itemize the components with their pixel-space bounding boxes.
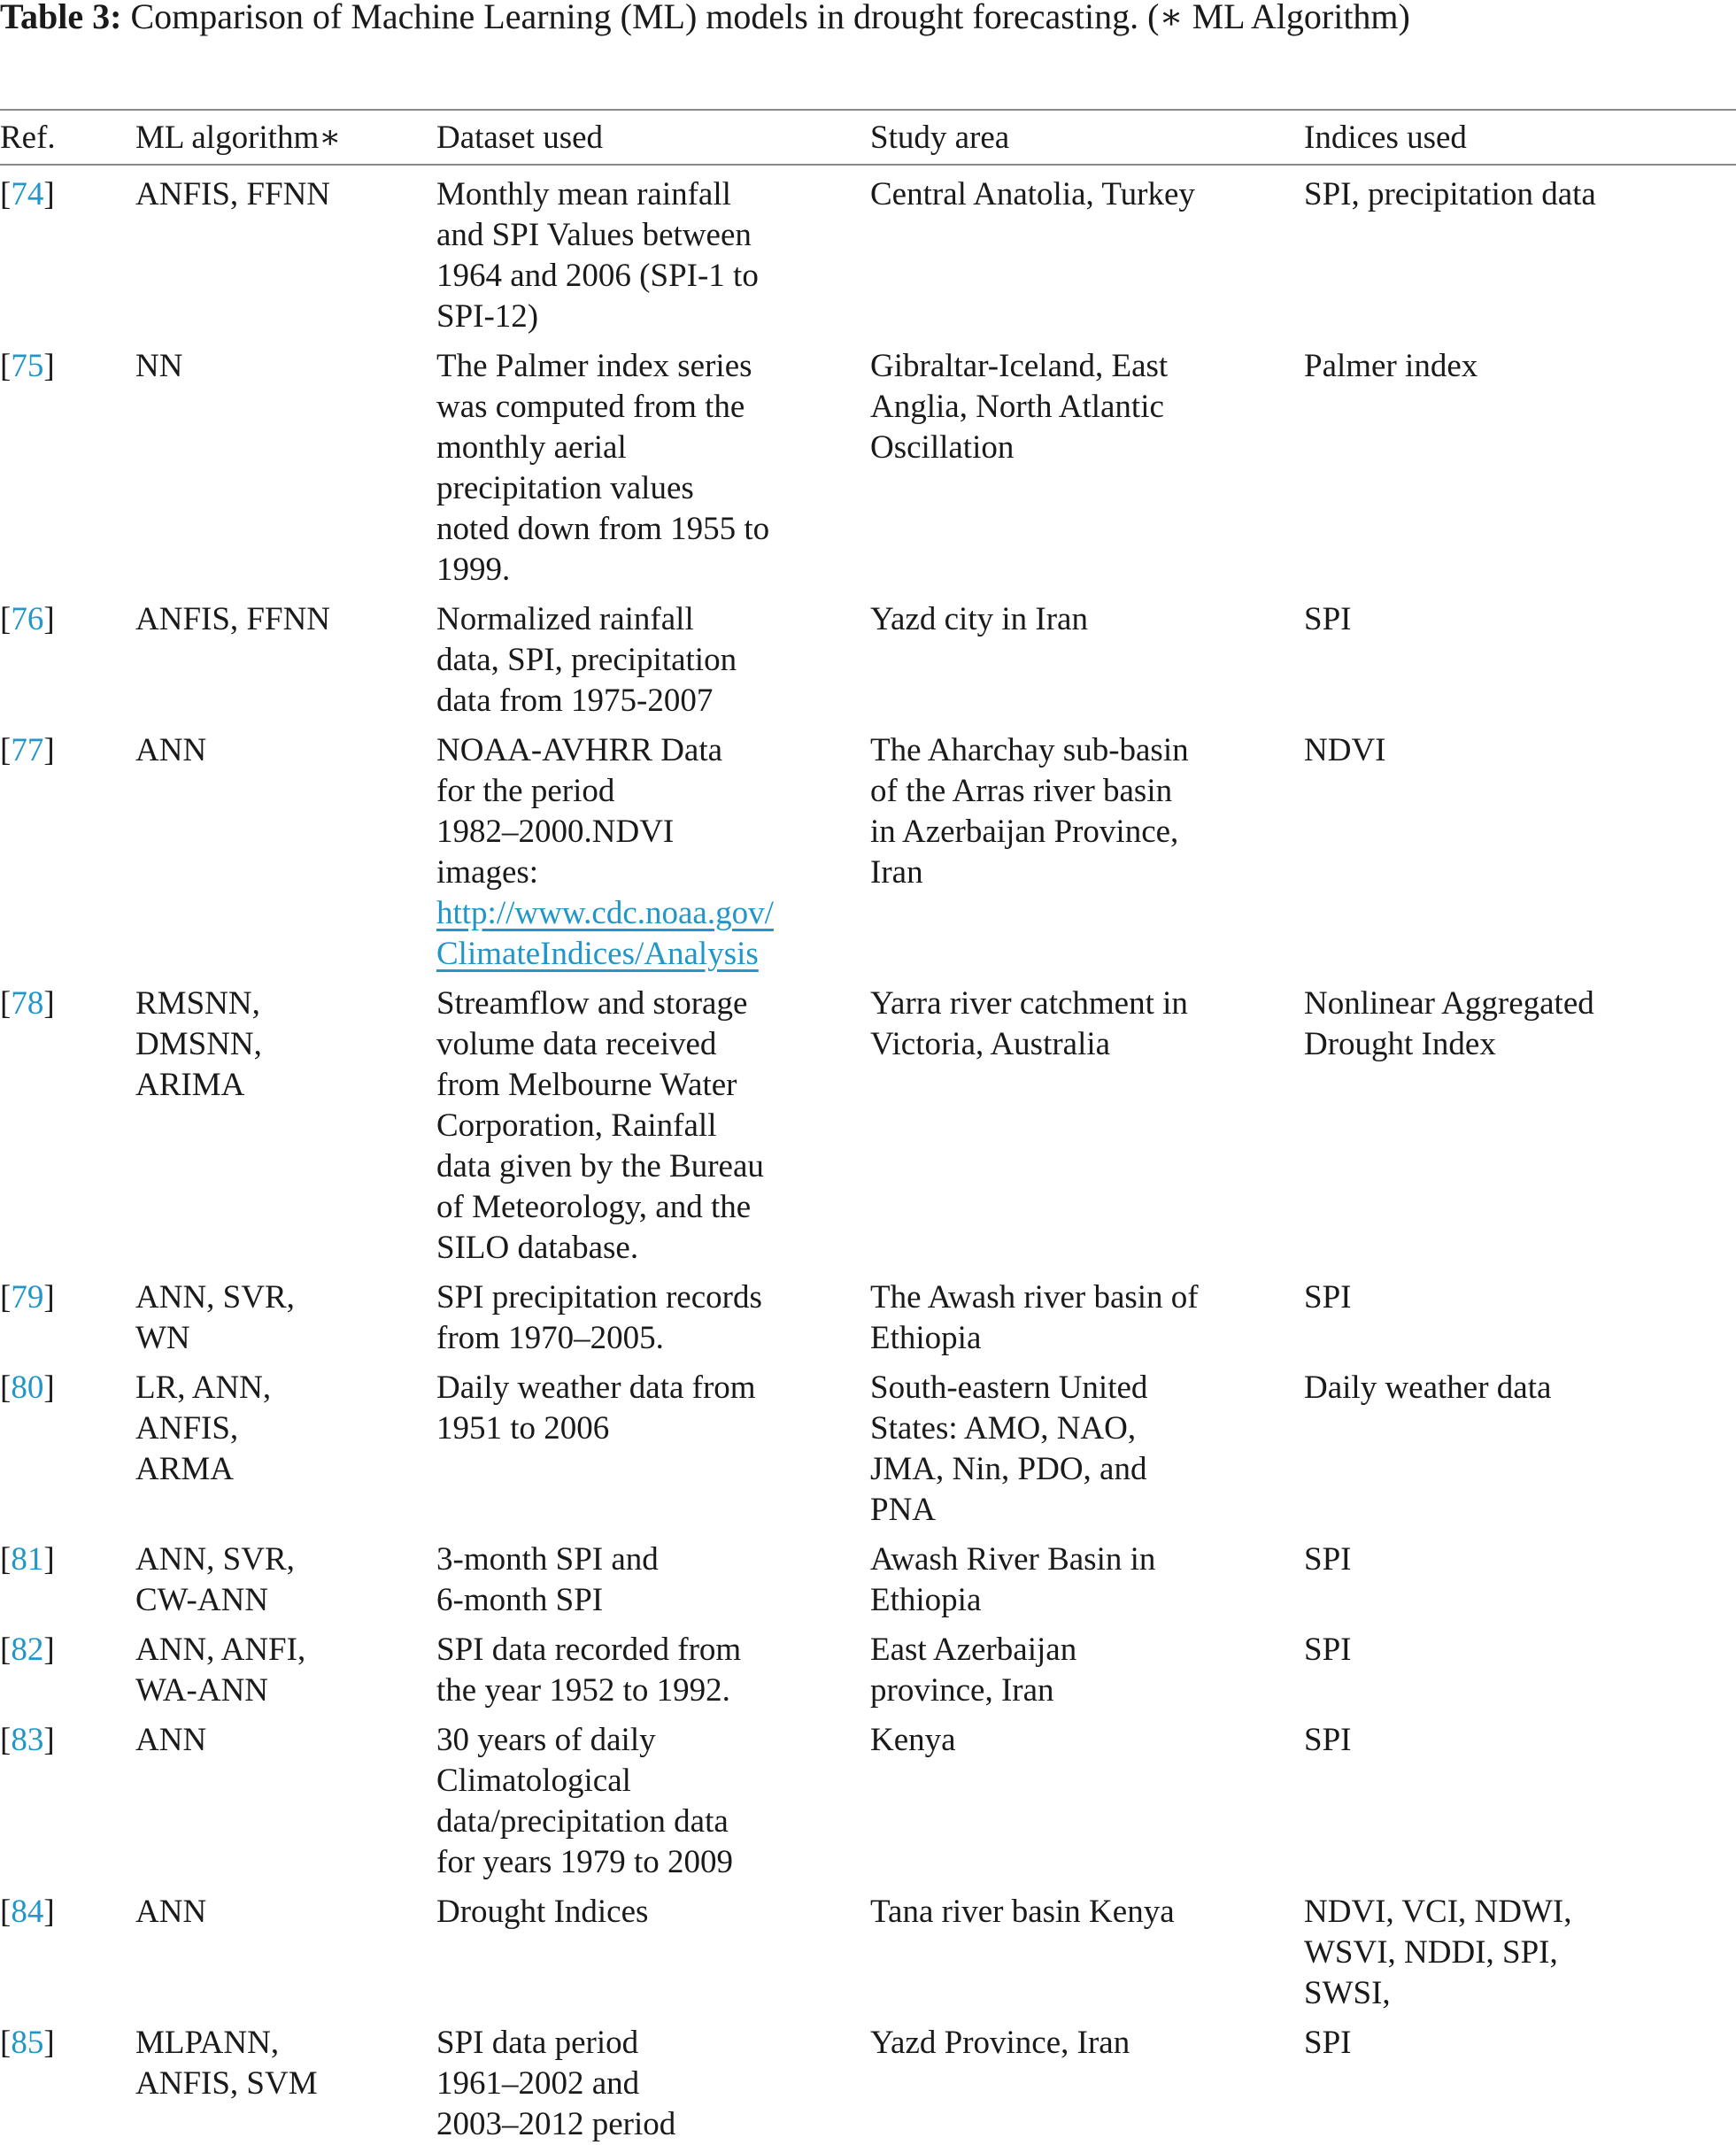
ml-algorithm-cell	[135, 1269, 436, 1359]
ref-link[interactable]: 76	[11, 601, 44, 637]
study-area-cell	[870, 2014, 1304, 2145]
header-ref: Ref.	[0, 120, 56, 156]
table-body	[0, 165, 1736, 2145]
ref-bracket-close: ]	[43, 348, 55, 384]
cell-line: States: AMO, NAO,	[870, 1410, 1137, 1447]
ref-cell	[0, 975, 135, 1269]
ref-cell	[0, 590, 135, 721]
cell-line: and SPI Values between	[436, 217, 752, 253]
cell-line: WA-ANN	[135, 1672, 269, 1709]
cell-line: 1951 to 2006	[436, 1410, 610, 1447]
ref-cell	[0, 1359, 135, 1531]
ref-link[interactable]: 85	[11, 2025, 44, 2061]
ref-bracket-close: ]	[43, 1722, 55, 1758]
table-row	[0, 165, 1736, 337]
cell-line: SPI-12)	[436, 298, 539, 335]
ref-bracket-open: [	[0, 348, 12, 384]
ml-algorithm-cell	[135, 1621, 436, 1711]
cell-line: Drought Indices	[436, 1894, 649, 1930]
ref-cell	[0, 337, 135, 590]
cell-line: East Azerbaijan	[870, 1632, 1077, 1668]
cell-line: 1982–2000.NDVI	[436, 814, 675, 850]
dataset-cell	[436, 165, 870, 337]
cell-line: data given by the Bureau	[436, 1148, 764, 1184]
indices-cell	[1304, 1883, 1736, 2014]
ref-link[interactable]: 81	[11, 1541, 44, 1578]
cell-line: SPI precipitation records	[436, 1279, 762, 1316]
ref-bracket-open: [	[0, 1370, 12, 1406]
dataset-cell	[436, 590, 870, 721]
cell-line: Yazd Province, Iran	[870, 2025, 1130, 2061]
ref-bracket-close: ]	[43, 985, 55, 1022]
table-row	[0, 2014, 1736, 2145]
cell-line: Palmer index	[1304, 348, 1478, 384]
cell-line: SWSI,	[1304, 1975, 1391, 2011]
cell-line: SPI	[1304, 1632, 1352, 1668]
ref-link[interactable]: 84	[11, 1894, 44, 1930]
ref-cell	[0, 1711, 135, 1883]
study-area-cell	[870, 1883, 1304, 2014]
dataset-cell	[436, 1269, 870, 1359]
cell-line: Streamflow and storage	[436, 985, 748, 1022]
ref-cell	[0, 2014, 135, 2145]
study-area-cell	[870, 1531, 1304, 1621]
study-area-cell	[870, 337, 1304, 590]
ref-cell	[0, 165, 135, 337]
cell-line: Nonlinear Aggregated	[1304, 985, 1594, 1022]
cell-line: 1964 and 2006 (SPI-1 to	[436, 258, 759, 294]
cell-line: Normalized rainfall	[436, 601, 694, 637]
cell-line: noted down from 1955 to	[436, 511, 770, 547]
cell-line: of the Arras river basin	[870, 773, 1173, 809]
cell-line: 2003–2012 period	[436, 2106, 676, 2142]
dataset-cell	[436, 975, 870, 1269]
ref-bracket-open: [	[0, 1894, 12, 1930]
cell-line: The Awash river basin of	[870, 1279, 1199, 1316]
cell-line: was computed from the	[436, 389, 745, 425]
ref-bracket-open: [	[0, 176, 12, 212]
study-area-cell	[870, 1359, 1304, 1531]
header-indices-used: Indices used	[1304, 120, 1467, 156]
cell-line: ANFIS, SVM	[135, 2065, 318, 2102]
ref-cell	[0, 1621, 135, 1711]
cell-line: WN	[135, 1320, 190, 1356]
cell-line: ANFIS, FFNN	[135, 176, 331, 212]
drought-ml-table	[0, 109, 1736, 2145]
cell-line: Ethiopia	[870, 1582, 982, 1618]
cell-line: ANFIS, FFNN	[135, 601, 331, 637]
cell-line: for years 1979 to 2009	[436, 1844, 733, 1880]
indices-cell	[1304, 1269, 1736, 1359]
ref-link[interactable]: 75	[11, 348, 44, 384]
ml-algorithm-cell	[135, 1359, 436, 1531]
indices-cell	[1304, 1359, 1736, 1531]
indices-cell	[1304, 590, 1736, 721]
cell-line: ANN	[135, 1894, 207, 1930]
ml-algorithm-cell	[135, 165, 436, 337]
dataset-cell	[436, 2014, 870, 2145]
cell-line: SPI	[1304, 2025, 1352, 2061]
cell-line: LR, ANN,	[135, 1370, 272, 1406]
cell-line: ANN, ANFI,	[135, 1632, 306, 1668]
dataset-cell	[436, 1531, 870, 1621]
cell-line: NN	[135, 348, 183, 384]
cell-line: Yarra river catchment in	[870, 985, 1188, 1022]
table-row	[0, 975, 1736, 1269]
cell-line: 6-month SPI	[436, 1582, 604, 1618]
ref-cell	[0, 1531, 135, 1621]
caption-text: Comparison of Machine Learning (ML) models in drought forecasting. (∗ ML Algorithm)	[121, 0, 1410, 36]
table-row	[0, 590, 1736, 721]
table-caption	[0, 0, 1736, 39]
cell-line: Ethiopia	[870, 1320, 982, 1356]
cell-line: The Palmer index series	[436, 348, 752, 384]
header-ml-algorithm: ML algorithm∗	[135, 120, 342, 156]
cell-line: ANN	[135, 1722, 207, 1758]
cell-line: CW-ANN	[135, 1582, 269, 1618]
table-row	[0, 337, 1736, 590]
cell-line: PNA	[870, 1492, 937, 1528]
cell-line: ANFIS,	[135, 1410, 239, 1447]
indices-cell	[1304, 1621, 1736, 1711]
cell-line: SPI	[1304, 601, 1352, 637]
cell-line: WSVI, NDDI, SPI,	[1304, 1934, 1558, 1971]
ref-link[interactable]: 77	[11, 732, 44, 768]
reference-link[interactable]: http://www.cdc.noaa.gov/	[436, 895, 774, 931]
table-row	[0, 1359, 1736, 1531]
ref-link[interactable]: 74	[11, 176, 44, 212]
cell-line: data/precipitation data	[436, 1803, 729, 1840]
cell-line: Drought Index	[1304, 1026, 1496, 1062]
cell-line: ARIMA	[135, 1067, 245, 1103]
header-dataset-used: Dataset used	[436, 120, 604, 156]
dataset-cell	[436, 337, 870, 590]
ref-link[interactable]: 78	[11, 985, 44, 1022]
ref-link[interactable]: 80	[11, 1370, 44, 1406]
ref-link[interactable]: 83	[11, 1722, 44, 1758]
cell-line: 1999.	[436, 552, 511, 588]
cell-line: MLPANN,	[135, 2025, 280, 2061]
indices-cell	[1304, 975, 1736, 1269]
cell-line: Iran	[870, 854, 923, 891]
cell-line: 3-month SPI and	[436, 1541, 659, 1578]
cell-line: ANN, SVR,	[135, 1541, 295, 1578]
ref-bracket-open: [	[0, 2025, 12, 2061]
ref-link[interactable]: 82	[11, 1632, 44, 1668]
table-header-row	[0, 110, 1736, 165]
table-row	[0, 1531, 1736, 1621]
ref-cell	[0, 1883, 135, 2014]
cell-line: SPI data period	[436, 2025, 639, 2061]
cell-line: ANN	[135, 732, 207, 768]
cell-line: NOAA-AVHRR Data	[436, 732, 723, 768]
study-area-cell	[870, 721, 1304, 975]
cell-line: RMSNN,	[135, 985, 260, 1022]
ref-bracket-open: [	[0, 1279, 12, 1316]
cell-line: SPI data recorded from	[436, 1632, 742, 1668]
ref-bracket-close: ]	[43, 1370, 55, 1406]
cell-line: Victoria, Australia	[870, 1026, 1111, 1062]
ref-bracket-close: ]	[43, 1279, 55, 1316]
cell-line: The Aharchay sub-basin	[870, 732, 1189, 768]
table-row	[0, 721, 1736, 975]
cell-line: Monthly mean rainfall	[436, 176, 731, 212]
dataset-cell	[436, 1711, 870, 1883]
cell-line: South-eastern United	[870, 1370, 1148, 1406]
indices-cell	[1304, 1711, 1736, 1883]
indices-cell	[1304, 165, 1736, 337]
reference-link[interactable]: ClimateIndices/Analysis	[436, 936, 759, 972]
ref-bracket-close: ]	[43, 1632, 55, 1668]
cell-line: of Meteorology, and the	[436, 1189, 752, 1225]
cell-line: Kenya	[870, 1722, 956, 1758]
indices-cell	[1304, 2014, 1736, 2145]
table-row	[0, 1621, 1736, 1711]
ref-bracket-close: ]	[43, 1894, 55, 1930]
cell-line: Daily weather data from	[436, 1370, 756, 1406]
cell-line: Corporation, Rainfall	[436, 1107, 717, 1144]
ref-link[interactable]: 79	[11, 1279, 44, 1316]
indices-cell	[1304, 1531, 1736, 1621]
cell-line: Gibraltar-Iceland, East	[870, 348, 1169, 384]
cell-line: volume data received	[436, 1026, 717, 1062]
ref-bracket-close: ]	[43, 601, 55, 637]
dataset-cell	[436, 721, 870, 975]
dataset-cell	[436, 1359, 870, 1531]
indices-cell	[1304, 337, 1736, 590]
ref-bracket-close: ]	[43, 176, 55, 212]
ml-algorithm-cell	[135, 337, 436, 590]
table-row	[0, 1711, 1736, 1883]
cell-line: for the period	[436, 773, 615, 809]
ml-algorithm-cell	[135, 1711, 436, 1883]
cell-line: monthly aerial	[436, 429, 627, 466]
ref-bracket-open: [	[0, 732, 12, 768]
cell-line: from 1970–2005.	[436, 1320, 664, 1356]
ml-algorithm-cell	[135, 2014, 436, 2145]
cell-line: SPI	[1304, 1722, 1352, 1758]
cell-line: NDVI, VCI, NDWI,	[1304, 1894, 1572, 1930]
cell-line: province, Iran	[870, 1672, 1054, 1709]
ml-algorithm-cell	[135, 590, 436, 721]
study-area-cell	[870, 1269, 1304, 1359]
table-label: Table 3:	[0, 0, 122, 36]
cell-line: DMSNN,	[135, 1026, 262, 1062]
ref-bracket-close: ]	[43, 1541, 55, 1578]
ml-algorithm-cell	[135, 1531, 436, 1621]
study-area-cell	[870, 165, 1304, 337]
ml-algorithm-cell	[135, 1883, 436, 2014]
cell-line: the year 1952 to 1992.	[436, 1672, 730, 1709]
ref-bracket-open: [	[0, 985, 12, 1022]
ref-bracket-close: ]	[43, 732, 55, 768]
header-study-area: Study area	[870, 120, 1010, 156]
cell-line: data, SPI, precipitation	[436, 642, 737, 678]
cell-line: from Melbourne Water	[436, 1067, 737, 1103]
ref-cell	[0, 721, 135, 975]
cell-line: 1961–2002 and	[436, 2065, 640, 2102]
ref-bracket-open: [	[0, 601, 12, 637]
ml-algorithm-cell	[135, 975, 436, 1269]
cell-line: ARMA	[135, 1451, 235, 1487]
ref-bracket-close: ]	[43, 2025, 55, 2061]
cell-line: Awash River Basin in	[870, 1541, 1156, 1578]
cell-line: SPI, precipitation data	[1304, 176, 1596, 212]
study-area-cell	[870, 975, 1304, 1269]
cell-line: Central Anatolia, Turkey	[870, 176, 1195, 212]
cell-line: ANN, SVR,	[135, 1279, 295, 1316]
dataset-cell	[436, 1883, 870, 2014]
dataset-cell	[436, 1621, 870, 1711]
cell-line: SILO database.	[436, 1230, 639, 1266]
cell-line: precipitation values	[436, 470, 694, 506]
study-area-cell	[870, 590, 1304, 721]
ref-bracket-open: [	[0, 1722, 12, 1758]
cell-line: Yazd city in Iran	[870, 601, 1088, 637]
study-area-cell	[870, 1621, 1304, 1711]
table-row	[0, 1883, 1736, 2014]
cell-line: Oscillation	[870, 429, 1015, 466]
cell-line: NDVI	[1304, 732, 1386, 768]
cell-line: Climatological	[436, 1763, 631, 1799]
ref-bracket-open: [	[0, 1541, 12, 1578]
ml-algorithm-cell	[135, 721, 436, 975]
ref-cell	[0, 1269, 135, 1359]
indices-cell	[1304, 721, 1736, 975]
cell-line: SPI	[1304, 1279, 1352, 1316]
ref-bracket-open: [	[0, 1632, 12, 1668]
cell-line: Anglia, North Atlantic	[870, 389, 1164, 425]
cell-line: in Azerbaijan Province,	[870, 814, 1179, 850]
cell-line: data from 1975-2007	[436, 683, 714, 719]
table-row	[0, 1269, 1736, 1359]
cell-line: Daily weather data	[1304, 1370, 1552, 1406]
cell-line: JMA, Nin, PDO, and	[870, 1451, 1147, 1487]
cell-line: images:	[436, 854, 539, 891]
study-area-cell	[870, 1711, 1304, 1883]
cell-line: Tana river basin Kenya	[870, 1894, 1175, 1930]
cell-line: SPI	[1304, 1541, 1352, 1578]
cell-line: 30 years of daily	[436, 1722, 656, 1758]
